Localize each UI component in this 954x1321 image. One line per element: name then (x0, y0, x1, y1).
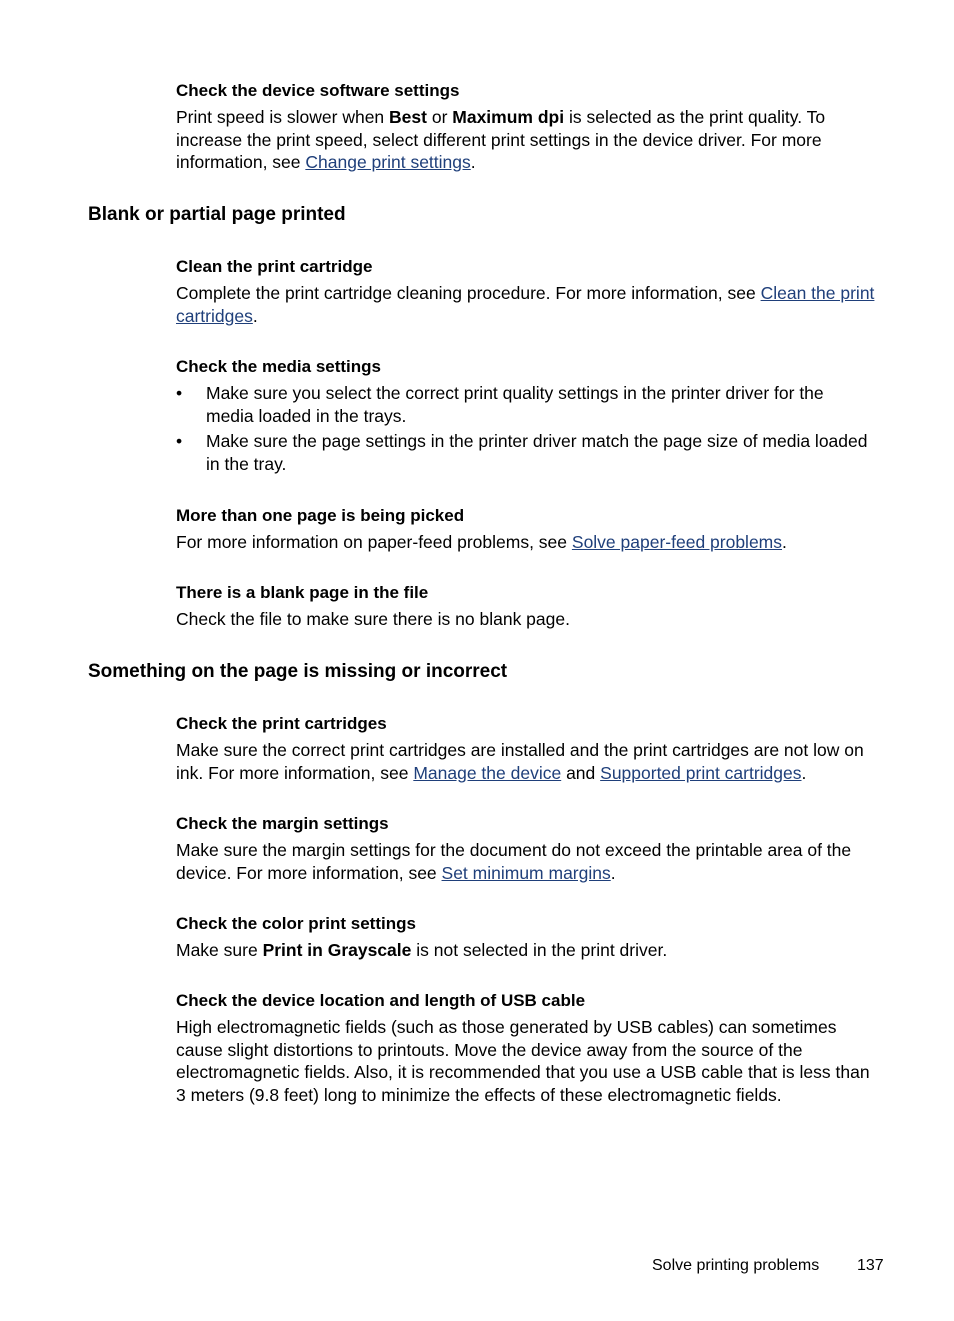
usb-cable-heading: Check the device location and length of USB cable (176, 991, 586, 1010)
solve-paper-feed-link[interactable]: Solve paper-feed problems (571, 532, 783, 552)
text-run: . (610, 862, 616, 883)
color-settings-block (176, 913, 876, 962)
picked-heading: More than one page is being picked (176, 506, 465, 525)
text-run: . (470, 152, 476, 172)
list-item (176, 430, 876, 475)
blank-partial-section-heading: Blank or partial page printed (88, 204, 346, 225)
software-settings-heading: Check the device software settings (176, 81, 460, 100)
software-settings-block (176, 80, 876, 174)
bullet: • (176, 431, 183, 451)
print-cartridges-heading: Check the print cartridges (176, 714, 387, 733)
print-cartridges-text (176, 739, 876, 784)
set-minimum-margins-link[interactable]: Set minimum margins (441, 862, 611, 883)
text-run: Make sure (176, 940, 263, 960)
bold-best: Best (389, 107, 427, 127)
list-item (176, 382, 876, 427)
text-run: . (801, 762, 807, 783)
margin-settings-heading: Check the margin settings (176, 814, 389, 833)
page-number: 137 (857, 1257, 884, 1274)
text-run: is not selected in the print driver. (411, 940, 668, 960)
text-run: is selected as the print quality. To increase the print speed, select different print settings in the device driver. For more information, see (176, 107, 826, 172)
bold-maximum-dpi: Maximum dpi (452, 107, 565, 127)
footer-section-name: Solve printing problems (652, 1257, 820, 1274)
bullet: • (176, 383, 183, 403)
manage-device-link[interactable]: Manage the device (413, 762, 562, 783)
software-settings-text (176, 106, 876, 174)
missing-section-heading: Something on the page is missing or incorrect (88, 661, 508, 682)
list-item-text: Make sure you select the correct print quality settings in the printer driver for the media loaded in the trays. (206, 383, 824, 426)
text-run: . (252, 305, 258, 326)
text-run: For more information on paper-feed problems, see (176, 532, 572, 552)
clean-cartridges-link[interactable]: Clean the print cartridges (176, 283, 875, 326)
color-settings-heading: Check the color print settings (176, 914, 416, 933)
usb-cable-text: High electromagnetic fields (such as those generated by USB cables) can sometimes cause slight distortions to printouts. Move the device away from the source of the electromagnetic fields. Also, it is recommended that you use a USB cable that is less than 3 meters (9.8 feet) long to minimize the effects of these electromagnetic fields. (176, 1017, 870, 1105)
text-run: Make sure the correct print cartridges are installed and the print cartridges are not low on ink. For more information, see (176, 740, 864, 783)
text-run: and (561, 762, 601, 783)
color-settings-text (176, 939, 876, 962)
clean-cartridge-block (176, 256, 876, 327)
picked-block (176, 505, 876, 554)
blank-file-block (176, 582, 876, 631)
bold-print-in-grayscale: Print in Grayscale (262, 940, 412, 960)
clean-cartridge-text (176, 282, 876, 327)
text-run: or (426, 107, 453, 127)
media-settings-heading: Check the media settings (176, 357, 382, 376)
margin-settings-block (176, 813, 876, 884)
blank-file-text: Check the file to make sure there is no blank page. (176, 609, 570, 629)
text-run: Print speed is slower when (176, 107, 390, 127)
margin-settings-text (176, 839, 876, 884)
change-print-settings-link[interactable]: Change print settings (305, 152, 471, 172)
text-run: Make sure the margin settings for the document do not exceed the printable area of the device. For more information, see (176, 840, 852, 883)
print-cartridges-block (176, 713, 876, 784)
picked-text (176, 531, 876, 554)
text-run: Complete the print cartridge cleaning procedure. For more information, see (176, 283, 761, 303)
text-run: . (782, 532, 787, 552)
blank-file-heading: There is a blank page in the file (176, 583, 429, 602)
usb-cable-block (176, 990, 876, 1106)
media-settings-block (176, 356, 876, 478)
list-item-text: Make sure the page settings in the printer driver match the page size of media loaded in the tray. (206, 431, 868, 474)
media-settings-list (176, 382, 876, 475)
supported-cartridges-link[interactable]: Supported print cartridges (600, 762, 802, 783)
clean-cartridge-heading: Clean the print cartridge (176, 257, 373, 276)
